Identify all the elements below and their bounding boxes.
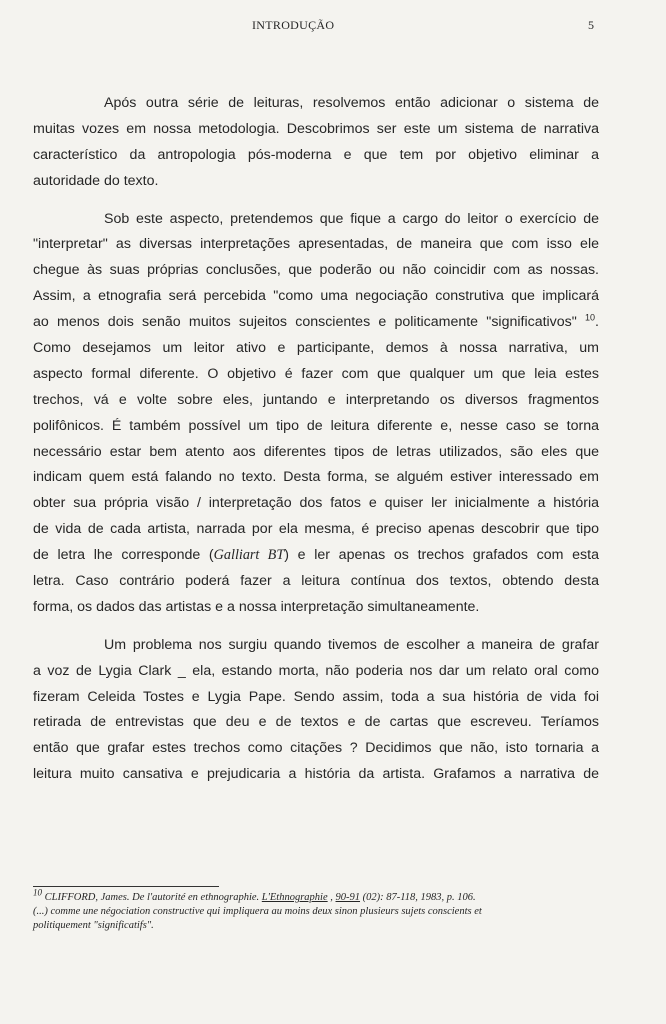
page-number: 5 (588, 18, 594, 32)
footnote-quote-line: (...) comme une négociation constructive qui impliquera au moins deux sinon plusieurs sujets conscients et (33, 905, 482, 917)
text-fragment: de letra lhe corresponde ( (33, 547, 214, 564)
text-line: Como desejamos um leitor ativo e participante, demos à nossa narrativa, um (33, 340, 599, 357)
text-line: Após outra série de leituras, resolvemos então adicionar o sistema de (104, 95, 599, 111)
text-line: leitura muito cansativa e prejudicaria a história da artista. Grafamos a narrativa de (33, 766, 599, 783)
running-head: INTRODUÇÃO (252, 18, 335, 32)
footnote-reference: 10 (585, 312, 596, 323)
footnote-citation (33, 887, 603, 905)
text-line (33, 310, 599, 336)
text-line: retirada de entrevistas que deu e de textos e de cartas que escreveu. Teríamos (33, 714, 599, 731)
text-line: "interpretar" as diversas interpretações apresentadas, de maneira que com isso ele (33, 236, 599, 253)
text-line: chegue às suas próprias conclusões, que poderão ou não coincidir com as nossas. (33, 262, 599, 279)
text-line: fizeram Celeida Tostes e Lygia Pape. Sendo assim, toda a sua história de vida foi (33, 688, 599, 705)
text-line: de vida de cada artista, narrada por ela mesma, é preciso apenas descobrir que tipo (33, 521, 599, 538)
paragraph-3 (33, 633, 599, 788)
text-line: a voz de Lygia Clark _ ela, estando morta, não poderia nos dar um relato oral como (33, 662, 599, 679)
font-name-sample: Galliart BT (213, 547, 285, 564)
text-line: Um problema nos surgiu quando tivemos de escolher a maneira de grafar (104, 636, 599, 653)
text-line: aspecto formal diferente. O objetivo é fazer com que qualquer um que leia estes (33, 365, 599, 382)
text-line: polifônicos. É também possível um tipo de leitura diferente e, nesse caso se torna (33, 417, 599, 434)
text-line: indicam quem está falando no texto. Desta forma, se alguém estiver interessado em (33, 469, 599, 486)
page-header (0, 18, 666, 34)
text-line: muitas vozes em nossa metodologia. Descobrimos ser este um sistema de narrativa (33, 120, 599, 137)
paragraph-1 (33, 91, 599, 195)
text-fragment: ) e ler apenas os trechos grafados com esta (284, 547, 599, 564)
footnote-number: 10 (33, 887, 42, 898)
text-line (33, 543, 599, 569)
footnote-quote-line: politiquement "significatifs". (33, 919, 154, 931)
text-line: letra. Caso contrário poderá fazer a leitura contínua dos textos, obtendo desta (33, 573, 599, 590)
body-text (33, 91, 599, 800)
text-line: autoridade do texto. (33, 172, 159, 189)
text-line: trechos, vá e volte sobre eles, juntando e interpretando os diversos fragmentos (33, 391, 599, 408)
text-line: forma, os dados das artistas e a nossa interpretação simultaneamente. (33, 598, 480, 615)
text-line: então que grafar estes trechos como citações ? Decidimos que não, isto tornaria a (33, 740, 599, 757)
footnote-divider (33, 886, 219, 887)
paragraph-2 (33, 207, 599, 621)
footnotes (33, 887, 603, 932)
text-line: Assim, a etnografia será percebida "como uma negociação construtiva que implicará (33, 288, 599, 305)
footnote-tail: (02): 87-118, 1983, p. 106. (360, 892, 476, 903)
footnote-volume: 90-91 (335, 892, 361, 903)
text-line: Sob este aspecto, pretendemos que fique a cargo do leitor o exercício de (104, 210, 599, 227)
text-line: obter sua própria visão / interpretação dos fatos e quiser ler inicialmente a história (33, 495, 599, 512)
text-fragment: . (595, 314, 599, 331)
text-fragment: ao menos dois senão muitos sujeitos conscientes e politicamente "significativos" (33, 314, 577, 331)
footnote-journal: L'Ethnographie (261, 892, 328, 903)
footnote-author: CLIFFORD, James. De l'autorité en ethnographie. (42, 892, 262, 903)
text-line: característico da antropologia pós-moderna e que tem por objetivo eliminar a (33, 146, 599, 163)
text-line: necessário estar bem atento aos diferentes tipos de letras utilizados, são eles que (33, 443, 599, 460)
footnote-separator: , (327, 892, 336, 903)
